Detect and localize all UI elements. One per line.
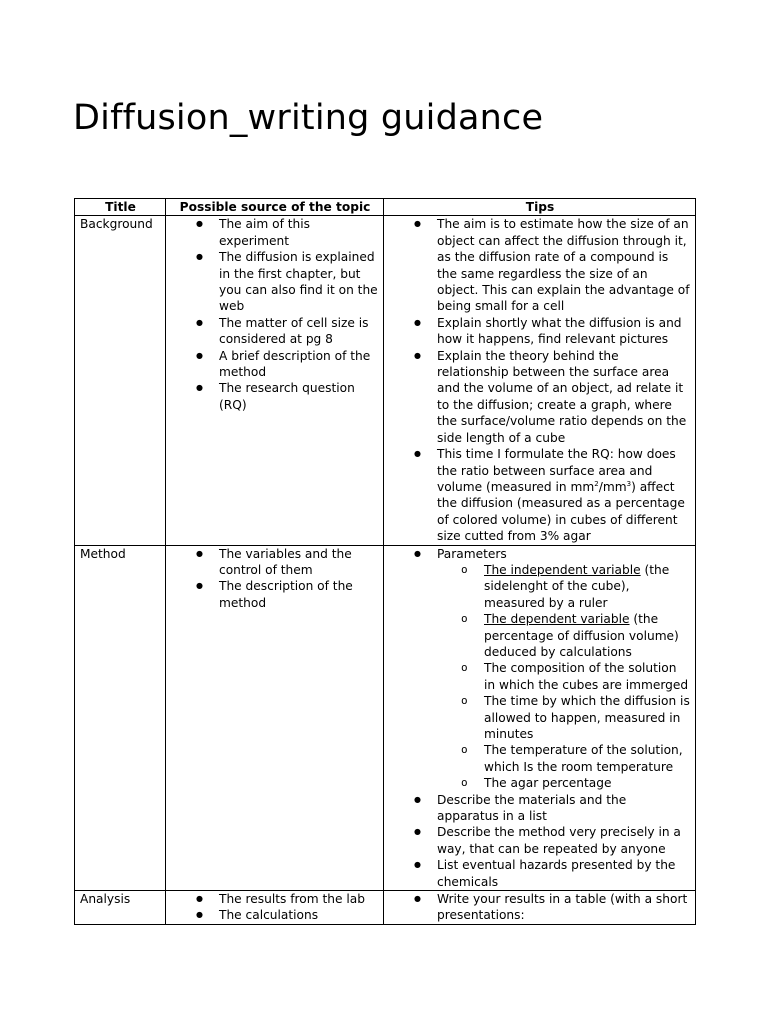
list-item: ● The diffusion is explained in the first chapter, but you can also find it on the web — [171, 249, 379, 315]
list-item: ● Explain shortly what the diffusion is and how it happens, find relevant pictures — [389, 315, 691, 348]
list-item: ● Parameters — [389, 546, 691, 562]
rq-text: This time I formulate the RQ: how does the ratio between surface area and volume (measured in mm — [437, 447, 676, 494]
list-item: ● The description of the method — [171, 578, 379, 611]
sources-list — [171, 891, 379, 924]
guidance-table — [74, 198, 696, 925]
list-item: ● The research question (RQ) — [171, 380, 379, 413]
parameter-text: (the sidelenght of the cube), measured by a ruler — [484, 562, 670, 610]
row-title: Method — [75, 545, 166, 891]
tips-cell — [384, 891, 696, 925]
parameter-item — [389, 611, 691, 660]
rq-tip-item — [389, 446, 691, 544]
list-item: ● A brief description of the method — [171, 348, 379, 381]
superscript: 3 — [626, 479, 632, 488]
parameter-item: o The time by which the diffusion is allowed to happen, measured in minutes — [389, 693, 691, 742]
sources-list — [171, 216, 379, 413]
table-row-analysis — [75, 891, 696, 925]
row-title: Background — [75, 216, 166, 545]
list-item: ● List eventual hazards presented by the chemicals — [389, 857, 691, 890]
list-item: ● The aim is to estimate how the size of an object can affect the diffusion through it, as the diffusion rate of a compound is the same regardless the size of an object. This can explain the advantage of being small for a cell — [389, 216, 691, 314]
header-tips: Tips — [384, 199, 696, 216]
parameter-item — [389, 562, 691, 611]
list-item: ● The matter of cell size is considered at pg 8 — [171, 315, 379, 348]
parameter-item: o The composition of the solution in which the cubes are immerged — [389, 660, 691, 693]
list-item: ● Describe the materials and the apparatus in a list — [389, 792, 691, 825]
header-title: Title — [75, 199, 166, 216]
sources-list — [171, 546, 379, 612]
tips-cell — [384, 216, 696, 545]
list-item: ● Write your results in a table (with a short presentations: — [389, 891, 691, 924]
row-title: Analysis — [75, 891, 166, 925]
underlined-term: The dependent variable — [484, 612, 630, 627]
list-item: ● The aim of this experiment — [171, 216, 379, 249]
parameter-text: (the percentage of diffusion volume) deduced by calculations — [484, 612, 679, 659]
header-source: Possible source of the topic — [166, 199, 384, 216]
list-item: ● The calculations — [171, 907, 379, 923]
document-title: Diffusion_writing guidance — [73, 98, 544, 138]
tips-list — [389, 216, 691, 544]
list-item: ● The variables and the control of them — [171, 546, 379, 579]
table-header-row — [75, 199, 696, 216]
sources-cell — [166, 545, 384, 891]
list-item: ● Explain the theory behind the relationship between the surface area and the volume of an object, ad relate it to the diffusion; create a graph, where the surface/volume ratio depends on the side length of a cube — [389, 348, 691, 446]
parameter-item: o The agar percentage — [389, 775, 691, 791]
rq-text: /mm — [598, 479, 627, 494]
tips-cell — [384, 545, 696, 891]
tips-list — [389, 546, 691, 891]
list-item: ● Describe the method very precisely in a way, that can be repeated by anyone — [389, 824, 691, 857]
rq-text: ) affect the diffusion (measured as a percentage of colored volume) in cubes of different size cutted from 3% agar — [437, 479, 685, 544]
parameter-item: o The temperature of the solution, which Is the room temperature — [389, 742, 691, 775]
tips-list — [389, 891, 691, 924]
table-row-background — [75, 216, 696, 545]
superscript: 2 — [594, 479, 599, 488]
sources-cell — [166, 216, 384, 545]
list-item: ● The results from the lab — [171, 891, 379, 907]
sources-cell — [166, 891, 384, 925]
underlined-term: The independent variable — [484, 562, 641, 577]
table-row-method — [75, 545, 696, 891]
